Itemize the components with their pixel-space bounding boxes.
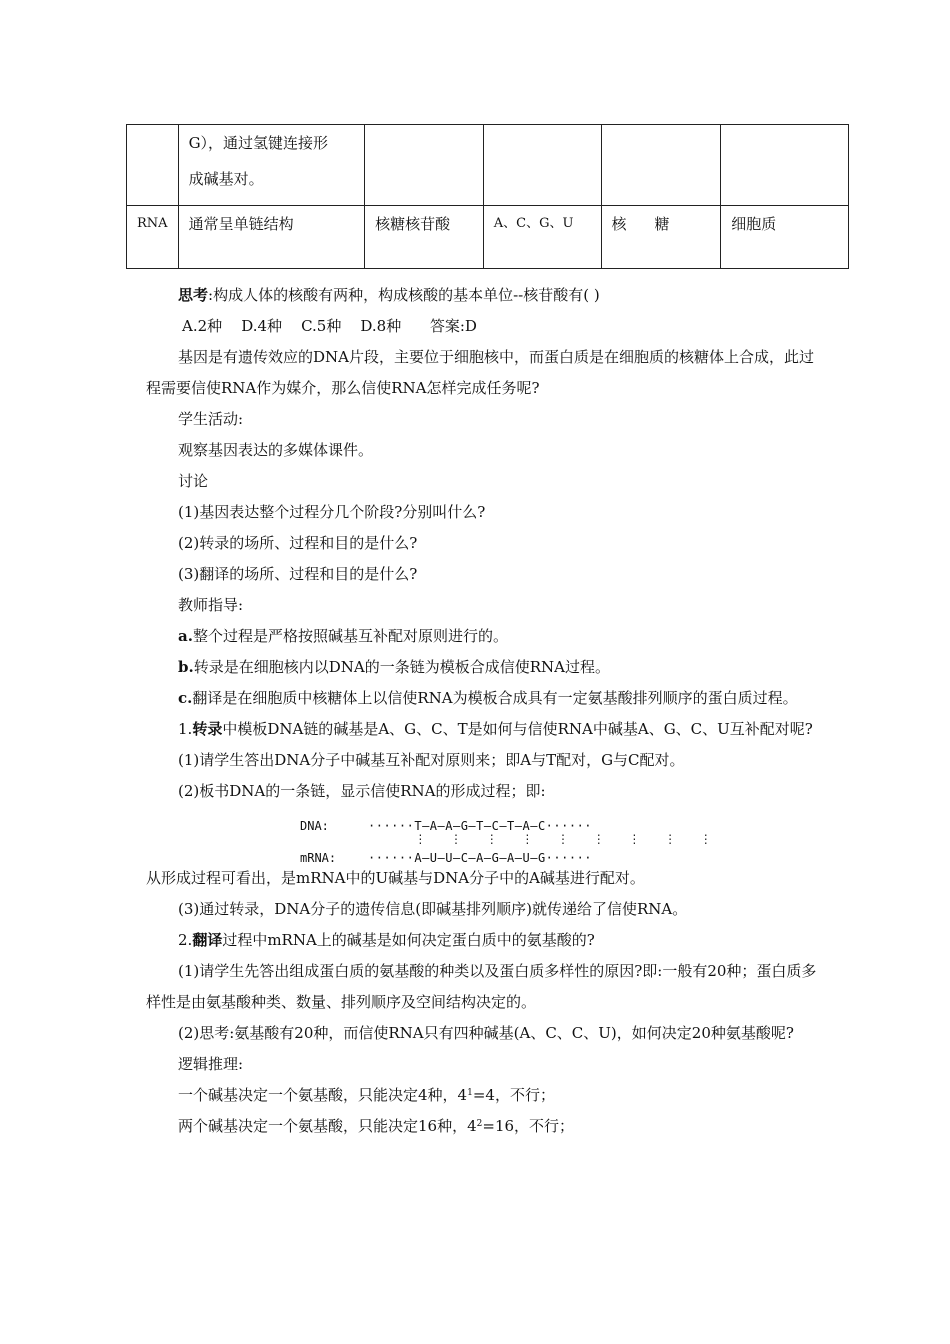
section-number: 2. — [178, 931, 193, 949]
paragraph: (3)通过转录，DNA分子的遗传信息(即碱基排列顺序)就传递给了信使RNA。 — [178, 900, 688, 918]
paragraph: 讨论 — [178, 472, 209, 490]
text-run: 一个碱基决定一个氨基酸，只能决定4种，4 — [178, 1086, 468, 1104]
mrna-sequence: ······A—U—U—C—A—G—A—U—G······ — [368, 851, 593, 865]
question-item: (1)基因表达整个过程分几个阶段?分别叫什么? — [178, 503, 486, 521]
table-cell: A、C、G、U — [483, 206, 601, 269]
paragraph: (1)请学生答出DNA分子中碱基互补配对原则来；即A与T配对，G与C配对。 — [178, 751, 685, 769]
think-label: 思考 — [178, 286, 209, 304]
body-text — [146, 280, 826, 1142]
question-item: (3)翻译的场所、过程和目的是什么? — [178, 565, 418, 583]
cell-line: 成碱基对。 — [188, 170, 264, 188]
section-body: 中模板DNA链的碱基是A、G、C、T是如何与信使RNA中碱基A、G、C、U互补配对呢? — [222, 720, 813, 738]
paragraph: 教师指导: — [178, 596, 244, 614]
dna-sequence: ······T—A—A—G—T—C—T—A—C······ — [368, 819, 593, 833]
table-cell: 细胞质 — [721, 206, 849, 269]
item-body: 整个过程是严格按照碱基互补配对原则进行的。 — [192, 627, 508, 645]
paragraph: 基因是有遗传效应的DNA片段，主要位于细胞核中，而蛋白质是在细胞质的核糖体上合成，此过程需要信使RNA作为媒介，那么信使RNA怎样完成任务呢? — [146, 348, 814, 397]
exponent: 2 — [476, 1119, 483, 1129]
section-keyword: 转录 — [192, 720, 223, 738]
item-label: a. — [178, 627, 193, 645]
text-run: 两个碱基决定一个氨基酸，只能决定16种，4 — [178, 1117, 477, 1135]
table-cell: RNA — [127, 206, 179, 269]
dna-label: DNA: — [300, 819, 329, 833]
item-label: c. — [178, 689, 193, 707]
table-cell: 核糖 — [601, 206, 721, 269]
cell-line: G），通过氢键连接形 — [188, 134, 329, 152]
table-cell — [721, 125, 849, 206]
table-cell — [483, 125, 601, 206]
section-number: 1. — [178, 720, 193, 738]
table-row — [127, 206, 849, 269]
paragraph: 逻辑推理: — [178, 1055, 244, 1073]
guidance-item — [146, 683, 826, 714]
paragraph: (2)思考:氨基酸有20种，而信使RNA只有四种碱基(A、C、C、U)，如何决定20种氨基酸呢? — [178, 1024, 794, 1042]
table-cell — [178, 125, 365, 206]
exponent: 1 — [467, 1088, 473, 1098]
paragraph: (1)请学生先答出组成蛋白质的氨基酸的种类以及蛋白质多样性的原因?即:一般有20种；蛋白质多样性是由氨基酸种类、数量、排列顺序及空间结构决定的。 — [146, 962, 817, 1011]
mrna-label: mRNA: — [300, 851, 337, 865]
nucleic-acid-table — [126, 124, 849, 269]
base-pairing-diagram — [146, 809, 826, 863]
hydrogen-bonds: ⋮ ⋮ ⋮ ⋮ ⋮ ⋮ ⋮ ⋮ ⋮ — [368, 832, 713, 846]
question-item: (2)转录的场所、过程和目的是什么? — [178, 534, 418, 552]
text-run: =4，不行； — [472, 1086, 555, 1104]
paragraph: 学生活动: — [178, 410, 244, 428]
paragraph: 从形成过程可看出，是mRNA中的U碱基与DNA分子中的A碱基进行配对。 — [146, 869, 645, 887]
think-body: :构成人体的核酸有两种，构成核酸的基本单位--核苷酸有( ) — [208, 286, 600, 304]
section-keyword: 翻译 — [192, 931, 223, 949]
item-label: b. — [178, 658, 194, 676]
section-heading — [146, 714, 826, 745]
guidance-item — [146, 652, 826, 683]
table-cell — [365, 125, 484, 206]
item-body: 翻译是在细胞质中核糖体上以信使RNA为模板合成具有一定氨基酸排列顺序的蛋白质过程。 — [192, 689, 798, 707]
table-cell: 核糖核苷酸 — [365, 206, 484, 269]
paragraph: 观察基因表达的多媒体课件。 — [178, 441, 374, 459]
paragraph — [146, 1111, 826, 1142]
text-run: =16，不行； — [482, 1117, 575, 1135]
guidance-item — [146, 621, 826, 652]
answer-options: A.2种 D.4种 C.5种 D.8种 答案:D — [182, 317, 477, 335]
table-cell: 通常呈单链结构 — [178, 206, 365, 269]
think-question — [146, 280, 826, 311]
table-row — [127, 125, 849, 206]
item-body: 转录是在细胞核内以DNA的一条链为模板合成信使RNA过程。 — [193, 658, 610, 676]
section-heading — [146, 925, 826, 956]
paragraph — [146, 1080, 826, 1111]
section-body: 过程中mRNA上的碱基是如何决定蛋白质中的氨基酸的? — [222, 931, 595, 949]
table-cell — [601, 125, 721, 206]
table-cell — [127, 125, 179, 206]
paragraph: (2)板书DNA的一条链，显示信使RNA的形成过程；即: — [178, 782, 546, 800]
